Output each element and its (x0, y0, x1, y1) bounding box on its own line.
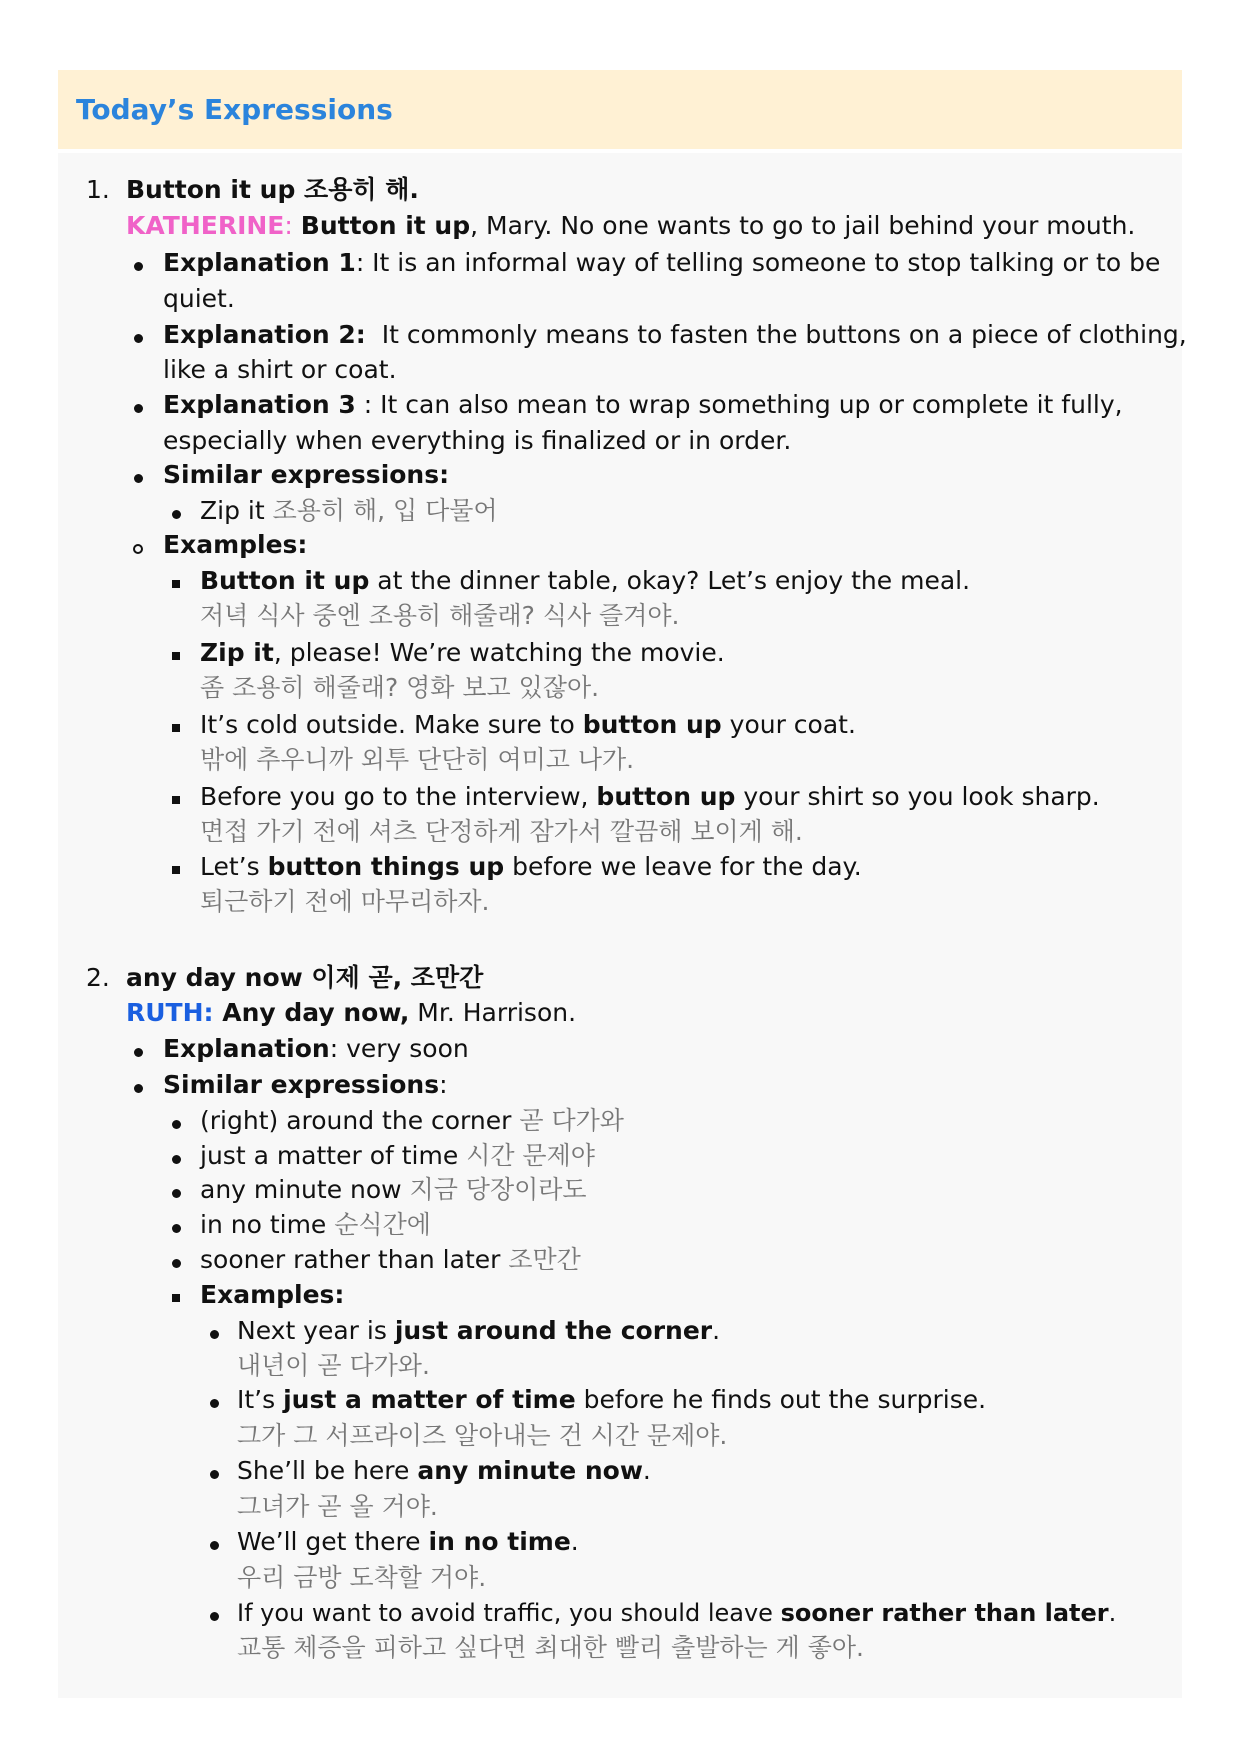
speaker-name: RUTH: (126, 998, 214, 1027)
examples-label: Examples: (163, 530, 308, 559)
example-sentence: Next year is just around the corner. (237, 1316, 721, 1345)
explanation-2: Explanation 2: It commonly means to fasten the buttons on a piece of clothing, (163, 320, 1187, 349)
bullet-icon (134, 334, 143, 343)
example-translation: 좀 조용히 해줄래? 영화 보고 있잖아. (200, 673, 600, 702)
list-number: 1. (86, 175, 110, 204)
example-translation: 그가 그 서프라이즈 알아내는 건 시간 문제야. (237, 1421, 728, 1450)
bullet-icon (210, 1399, 219, 1408)
example-sentence: Before you go to the interview, button up your shirt so you look sharp. (200, 782, 1100, 811)
similar-label: Similar expressions: (163, 1070, 448, 1099)
example-translation: 내년이 곧 다가와. (237, 1351, 430, 1380)
bullet-icon (172, 1120, 181, 1129)
example-sentence: Zip it, please! We’re watching the movie. (200, 638, 725, 667)
similar-item: (right) around the corner 곧 다가와 (200, 1106, 624, 1135)
bullet-icon (210, 1612, 219, 1621)
example-translation: 그녀가 곧 올 거야. (237, 1492, 438, 1521)
example-translation: 저녁 식사 중엔 조용히 해줄래? 식사 즐겨야. (200, 601, 680, 630)
bullet-icon (172, 1155, 181, 1164)
bullet-icon (210, 1330, 219, 1339)
example-sentence: It’s just a matter of time before he finds out the surprise. (237, 1385, 987, 1414)
explanation-3-cont: especially when everything is finalized or in order. (163, 426, 792, 455)
similar-item: sooner rather than later 조만간 (200, 1245, 581, 1274)
bullet-icon (134, 404, 143, 413)
examples-label: Examples: (200, 1280, 345, 1309)
speaker-name: KATHERINE (126, 211, 285, 240)
explanation-2-cont: like a shirt or coat. (163, 355, 397, 384)
example-translation: 퇴근하기 전에 마무리하자. (200, 887, 490, 916)
section-title: Today’s Expressions (76, 93, 393, 126)
square-bullet-icon (172, 580, 180, 588)
similar-item: just a matter of time 시간 문제야 (200, 1141, 595, 1170)
example-sentence: Button it up at the dinner table, okay? Let’s enjoy the meal. (200, 566, 971, 595)
dialogue-line: RUTH: Any day now, Mr. Harrison. (126, 998, 577, 1027)
similar-item: any minute now 지금 당장이라도 (200, 1175, 587, 1204)
dialogue-line: KATHERINE: Button it up, Mary. No one wants to go to jail behind your mouth. (126, 211, 1136, 240)
similar-item: in no time 순식간에 (200, 1210, 431, 1239)
explanation-3: Explanation 3 : It can also mean to wrap something up or complete it fully, (163, 390, 1123, 419)
example-translation: 면접 가기 전에 셔츠 단정하게 잠가서 깔끔해 보이게 해. (200, 817, 803, 846)
bullet-icon (210, 1470, 219, 1479)
expression-title: any day now 이제 곧, 조만간 (126, 963, 484, 992)
example-sentence: She’ll be here any minute now. (237, 1456, 651, 1485)
explanation-1-cont: quiet. (163, 284, 235, 313)
expression-title: Button it up 조용히 해. (126, 175, 419, 204)
square-bullet-icon (172, 724, 180, 732)
bullet-icon (134, 1084, 143, 1093)
bullet-icon (172, 510, 181, 519)
similar-label: Similar expressions: (163, 460, 450, 489)
square-bullet-icon (172, 866, 180, 874)
example-translation: 우리 금방 도착할 거야. (237, 1563, 487, 1592)
explanation: Explanation: very soon (163, 1034, 469, 1063)
example-translation: 교통 체증을 피하고 싶다면 최대한 빨리 출발하는 게 좋아. (237, 1633, 864, 1662)
example-sentence: We’ll get there in no time. (237, 1527, 579, 1556)
bullet-icon (172, 1259, 181, 1268)
square-bullet-icon (172, 1294, 180, 1302)
example-translation: 밖에 추우니까 외투 단단히 여미고 나가. (200, 745, 635, 774)
bullet-icon (134, 474, 143, 483)
hollow-bullet-icon (133, 544, 143, 554)
explanation-1: Explanation 1: It is an informal way of telling someone to stop talking or to be (163, 248, 1161, 277)
example-sentence: Let’s button things up before we leave for the day. (200, 852, 862, 881)
example-sentence: If you want to avoid traffic, you should leave sooner rather than later. (237, 1599, 1117, 1627)
square-bullet-icon (172, 652, 180, 660)
section-header (58, 70, 1182, 149)
bullet-icon (134, 1048, 143, 1057)
bullet-icon (134, 262, 143, 271)
bullet-icon (172, 1224, 181, 1233)
similar-item: Zip it 조용히 해, 입 다물어 (200, 496, 498, 525)
bullet-icon (172, 1189, 181, 1198)
example-sentence: It’s cold outside. Make sure to button up your coat. (200, 710, 856, 739)
square-bullet-icon (172, 796, 180, 804)
bullet-icon (210, 1541, 219, 1550)
list-number: 2. (86, 963, 110, 992)
